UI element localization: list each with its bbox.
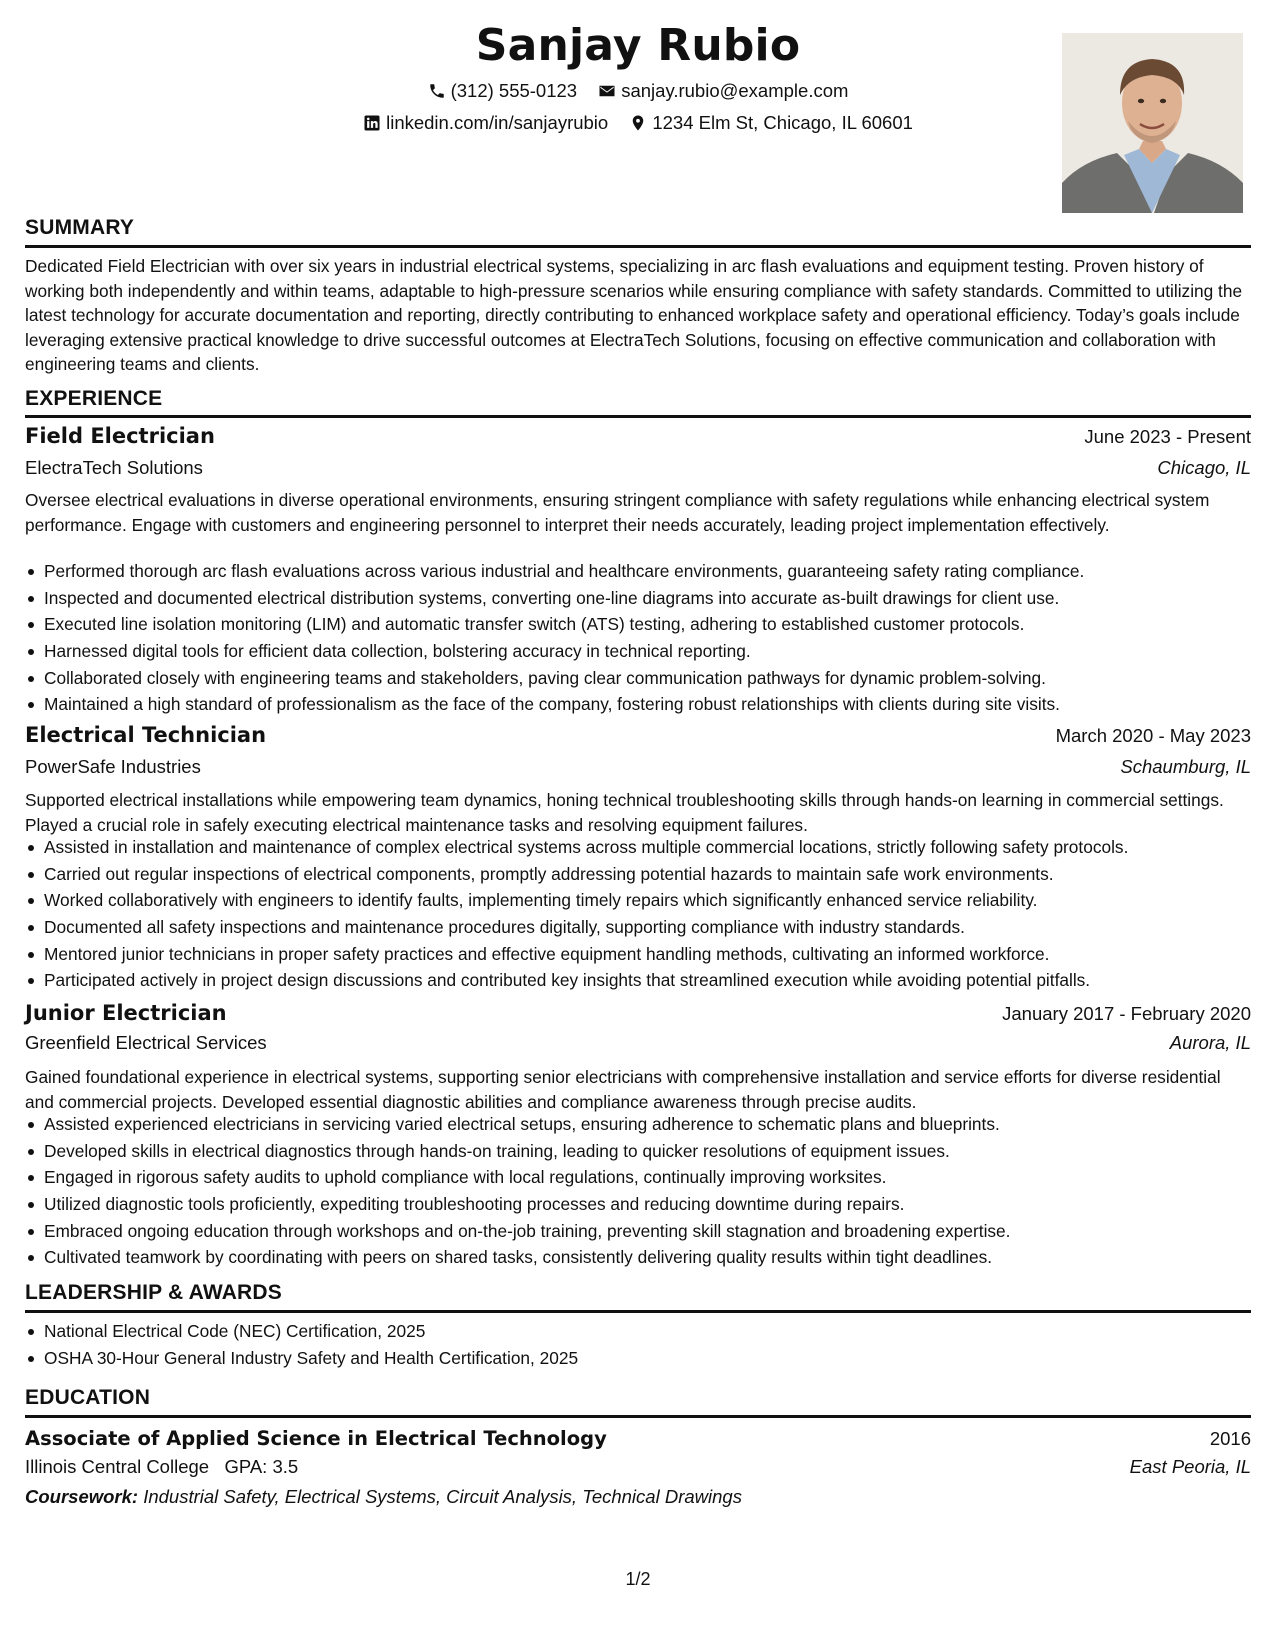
degree-title: Associate of Applied Science in Electrical Technology	[25, 1427, 607, 1450]
envelope-icon	[598, 82, 616, 100]
email-text: sanjay.rubio@example.com	[621, 80, 849, 101]
list-item: Developed skills in electrical diagnostics through hands-on training, leading to quicker resolutions of equipment issues.	[25, 1138, 1251, 1165]
job-company-3: Greenfield Electrical Services	[25, 1032, 267, 1053]
list-item: National Electrical Code (NEC) Certification, 2025	[25, 1318, 1251, 1345]
coursework-list: Industrial Safety, Electrical Systems, Circuit Analysis, Technical Drawings	[143, 1486, 742, 1507]
linkedin-contact[interactable]	[363, 112, 608, 134]
summary-heading: SUMMARY	[25, 216, 135, 239]
school-name: Illinois Central College	[25, 1456, 210, 1477]
portrait-illustration	[1062, 33, 1243, 213]
summary-text: Dedicated Field Electrician with over six years in industrial electrical systems, specializing in arc flash evaluations and equipment testing. Proven history of working both independently and within teams, adaptable to high-pressure scenarios while ensuring compliance with safety standards. Committed to utilizing the latest technology for accurate documentation and reporting, directly contributing to enhanced workplace safety and operational efficiency. Today’s goals include leveraging extensive practical knowledge to drive successful outcomes at ElectraTech Solutions, focusing on effective communication and collaboration with engineering teams and clients.	[25, 256, 1243, 374]
phone-text: (312) 555-0123	[450, 80, 578, 101]
list-item: Cultivated teamwork by coordinating with peers on shared tasks, consistently delivering quality results within tight deadlines.	[25, 1244, 1251, 1271]
email-contact[interactable]	[598, 80, 848, 102]
phone-icon	[428, 82, 446, 100]
list-item: Executed line isolation monitoring (LIM) and automatic transfer switch (ATS) testing, adhering to established customer protocols.	[25, 611, 1251, 638]
list-item: Maintained a high standard of professionalism as the face of the company, fostering robust relationships with clients during site visits.	[25, 691, 1251, 718]
list-item: Collaborated closely with engineering teams and stakeholders, paving clear communication pathways for dynamic problem-solving.	[25, 665, 1251, 692]
job-description-3: Gained foundational experience in electrical systems, supporting senior electricians with comprehensive installation and service efforts for diverse residential and commercial projects. Developed essential diagnostic abilities and compliance awareness through precise audits.	[25, 1067, 1221, 1112]
list-item: OSHA 30-Hour General Industry Safety and Health Certification, 2025	[25, 1345, 1251, 1372]
list-item: Embraced ongoing education through workshops and on-the-job training, preventing skill stagnation and broadening expertise.	[25, 1218, 1251, 1245]
job-title-1: Field Electrician	[25, 424, 215, 448]
list-item: Mentored junior technicians in proper safety practices and effective equipment handling methods, cultivating an informed workforce.	[25, 941, 1251, 968]
job-company-2: PowerSafe Industries	[25, 756, 201, 777]
job-location-3: Aurora, IL	[1169, 1032, 1251, 1053]
profile-photo	[1062, 33, 1243, 213]
list-item: Harnessed digital tools for efficient data collection, bolstering accuracy in technical reporting.	[25, 638, 1251, 665]
list-item: Participated actively in project design discussions and contributed key insights that streamlined execution while avoiding potential pitfalls.	[25, 967, 1251, 994]
resume-page	[25, 0, 1251, 1650]
education-divider	[25, 1415, 1251, 1418]
job-bullets-2	[25, 834, 1251, 994]
linkedin-icon	[363, 114, 381, 132]
job-dates-3: January 2017 - February 2020	[1002, 1003, 1251, 1024]
list-item: Utilized diagnostic tools proficiently, expediting troubleshooting processes and reducing downtime during repairs.	[25, 1191, 1251, 1218]
education-heading: EDUCATION	[25, 1386, 151, 1409]
address-contact	[629, 112, 913, 134]
job-dates-2: March 2020 - May 2023	[1055, 725, 1251, 746]
list-item: Inspected and documented electrical distribution systems, converting one-line diagrams into accurate as-built drawings for client use.	[25, 585, 1251, 612]
graduation-year: 2016	[1209, 1428, 1251, 1449]
phone-contact[interactable]	[428, 80, 578, 102]
school-line	[25, 1456, 298, 1478]
job-title-3: Junior Electrician	[25, 1001, 227, 1025]
job-dates-1: June 2023 - Present	[1084, 426, 1251, 447]
summary-divider	[25, 245, 1251, 248]
list-item: Performed thorough arc flash evaluations across various industrial and healthcare environments, guaranteeing safety rating compliance.	[25, 558, 1251, 585]
experience-heading: EXPERIENCE	[25, 387, 163, 410]
job-bullets-3	[25, 1111, 1251, 1271]
job-company-1: ElectraTech Solutions	[25, 457, 203, 478]
address-text: 1234 Elm St, Chicago, IL 60601	[652, 112, 913, 133]
experience-divider	[25, 415, 1251, 418]
list-item: Assisted in installation and maintenance of complex electrical systems across multiple commercial locations, strictly following safety protocols.	[25, 834, 1251, 861]
map-pin-icon	[629, 114, 647, 132]
coursework-line	[25, 1486, 742, 1508]
coursework-label: Coursework:	[25, 1486, 139, 1507]
awards-list	[25, 1318, 1251, 1371]
job-description-2: Supported electrical installations while empowering team dynamics, honing technical troubleshooting skills through hands-on learning in commercial settings. Played a crucial role in safely executing electrical maintenance tasks and resolving equipment failures.	[25, 790, 1224, 835]
list-item: Carried out regular inspections of electrical components, promptly addressing potential hazards to maintain safe work environments.	[25, 861, 1251, 888]
page-number: 1/2	[625, 1569, 651, 1589]
job-location-2: Schaumburg, IL	[1120, 756, 1251, 777]
awards-heading: LEADERSHIP & AWARDS	[25, 1281, 282, 1304]
job-title-2: Electrical Technician	[25, 723, 267, 747]
list-item: Assisted experienced electricians in servicing varied electrical setups, ensuring adherence to schematic plans and blueprints.	[25, 1111, 1251, 1138]
job-bullets-1	[25, 558, 1251, 718]
list-item: Documented all safety inspections and maintenance procedures digitally, supporting compliance with industry standards.	[25, 914, 1251, 941]
list-item: Worked collaboratively with engineers to identify faults, implementing timely repairs which significantly enhanced service reliability.	[25, 887, 1251, 914]
gpa: GPA: 3.5	[224, 1456, 299, 1477]
awards-divider	[25, 1310, 1251, 1313]
school-location: East Peoria, IL	[1129, 1456, 1251, 1477]
job-location-1: Chicago, IL	[1157, 457, 1251, 478]
job-description-1: Oversee electrical evaluations in diverse operational environments, ensuring stringent compliance with safety regulations while enhancing electrical system performance. Engage with customers and engineering personnel to interpret their needs accurately, leading project implementation effectively.	[25, 490, 1210, 535]
linkedin-text: linkedin.com/in/sanjayrubio	[386, 112, 609, 133]
list-item: Engaged in rigorous safety audits to uphold compliance with local regulations, continually improving worksites.	[25, 1164, 1251, 1191]
candidate-name: Sanjay Rubio	[475, 20, 801, 71]
